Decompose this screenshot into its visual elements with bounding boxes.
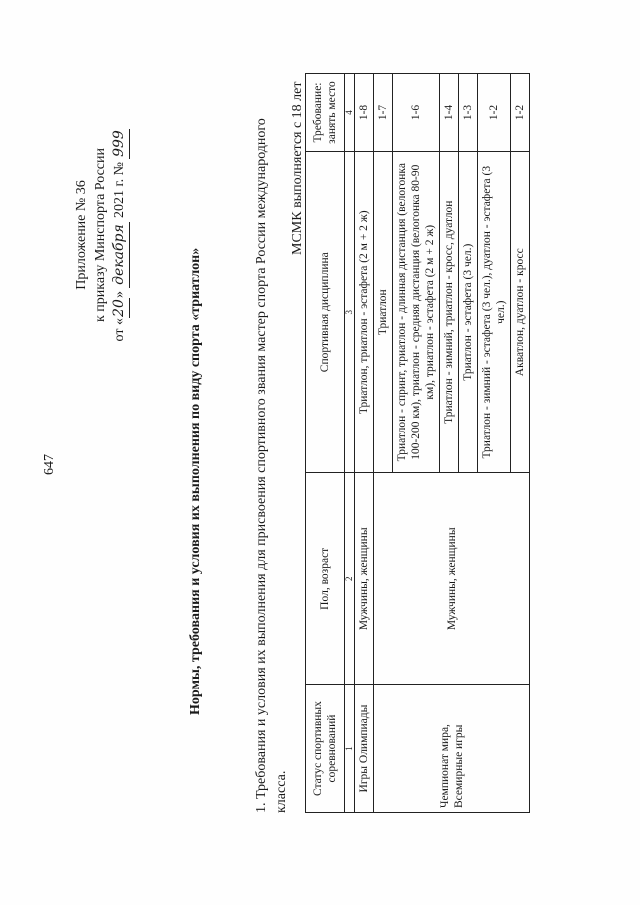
date-year: 2021 г. №	[112, 162, 127, 219]
header-place: Требование: занять место	[306, 74, 345, 152]
norms-table	[305, 73, 530, 813]
column-number: 1	[345, 685, 355, 813]
column-number: 2	[345, 473, 355, 685]
table-row-triathlon-section	[374, 74, 393, 813]
page-number: 647	[42, 454, 57, 475]
msmk-note: МСМК выполняется с 18 лет	[290, 81, 305, 255]
table-row-olympics	[355, 74, 374, 813]
place-cell: 1-8	[355, 74, 374, 152]
discipline-cell: Триатлон - эстафета (3 чел.)	[459, 152, 478, 473]
discipline-cell: Триатлон - спринт, триатлон - длинная дистанция (велогонка 100-200 км), триатлон - средняя дистанция (велогонка 80-90 км), триатлон - эстафета (2 м + 2 ж)	[393, 152, 440, 473]
appendix-date-line	[110, 85, 130, 385]
column-number: 4	[345, 74, 355, 152]
header-gender-age: Пол, возраст	[306, 473, 345, 685]
gender-cell: Мужчины, женщины	[374, 473, 530, 685]
discipline-cell: Триатлон, триатлон - эстафета (2 м + 2 ж)	[355, 152, 374, 473]
discipline-cell: Триатлон - зимний, триатлон - кросс, дуатлон	[440, 152, 459, 473]
date-month-handwritten: декабря	[110, 222, 130, 288]
date-mid: »	[112, 291, 127, 299]
section-intro: 1. Требования и условия их выполнения для присвоения спортивного звания мастер спорта России международного класса.	[254, 118, 289, 813]
column-number-row	[345, 74, 355, 813]
header-discipline: Спортивная дисциплина	[306, 152, 345, 473]
status-cell: Чемпионат мира, Всемирные игры	[374, 685, 530, 813]
table-header-row	[306, 74, 345, 813]
place-cell: 1-7	[374, 74, 393, 152]
date-day-handwritten: 20	[110, 298, 130, 318]
place-cell: 1-2	[478, 74, 511, 152]
column-number: 3	[345, 152, 355, 473]
place-cell: 1-4	[440, 74, 459, 152]
section-label-cell: Триатлон	[374, 152, 393, 473]
order-number-handwritten: 999	[110, 129, 130, 159]
appendix-order: к приказу Минспорта России	[93, 148, 108, 322]
header-status: Статус спортивных соревнований	[306, 685, 345, 813]
date-prefix: от «	[112, 318, 127, 342]
place-cell: 1-3	[459, 74, 478, 152]
place-cell: 1-6	[393, 74, 440, 152]
gender-cell: Мужчины, женщины	[355, 473, 374, 685]
discipline-cell: Акватлон, дуатлон - кросс	[511, 152, 530, 473]
place-cell: 1-2	[511, 74, 530, 152]
appendix-header	[72, 85, 130, 385]
appendix-number: Приложение № 36	[74, 180, 89, 290]
status-cell: Игры Олимпиады	[355, 685, 374, 813]
discipline-cell: Триатлон - зимний - эстафета (3 чел.), дуатлон - эстафета (3 чел.)	[478, 152, 511, 473]
document-title: Нормы, требования и условия их выполнения по виду спорта «триатлон»	[188, 247, 203, 715]
